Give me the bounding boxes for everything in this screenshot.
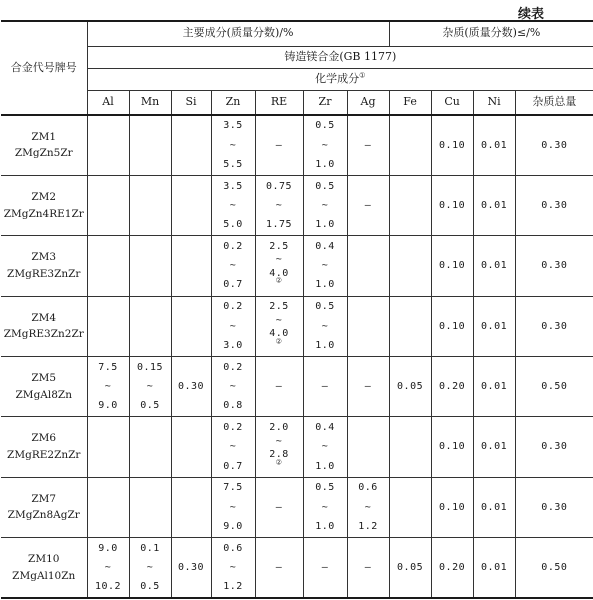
column-header: RE <box>255 90 303 115</box>
range-value: ~ <box>104 380 112 392</box>
range-value: 3.0 <box>223 339 243 351</box>
range-value: 0.8 <box>223 400 243 412</box>
range-value: 0.5 <box>315 482 335 494</box>
value-cell <box>171 115 211 175</box>
value-cell <box>211 417 255 477</box>
range-value: 0.75 <box>265 180 293 192</box>
table-row <box>1 477 593 537</box>
value-cell <box>255 236 303 296</box>
range-value: 2.8 <box>269 449 289 461</box>
value-cell <box>255 538 303 598</box>
range-value: ~ <box>229 441 237 453</box>
value-cell <box>171 417 211 477</box>
single-value: 0.30 <box>541 260 568 272</box>
table-row <box>1 175 593 235</box>
value-cell <box>473 236 515 296</box>
table-row <box>1 115 593 175</box>
value-cell <box>431 236 473 296</box>
value-cell <box>255 175 303 235</box>
range-value: 0.5 <box>315 301 335 313</box>
value-cell <box>473 115 515 175</box>
value-cell <box>255 115 303 175</box>
range-value: 0.15 <box>136 361 164 373</box>
single-value: 0.30 <box>541 320 568 332</box>
value-cell <box>87 115 129 175</box>
alloy-cell <box>1 417 87 477</box>
value-cell <box>389 477 431 537</box>
value-cell <box>211 538 255 598</box>
standard-header: 铸造镁合金(GB 1177) <box>87 46 593 68</box>
alloy-code: ZM6 <box>31 432 57 445</box>
range-value-with-note <box>269 328 289 351</box>
range-value: 10.2 <box>94 581 122 593</box>
value-cell <box>431 357 473 417</box>
single-value: 0.01 <box>481 380 508 392</box>
value-cell <box>473 538 515 598</box>
value-cell <box>303 538 347 598</box>
single-value: 0.01 <box>481 320 508 332</box>
table-row <box>1 417 593 477</box>
range-value: ~ <box>146 561 154 573</box>
range-value: ~ <box>321 260 329 272</box>
single-value: 0.10 <box>439 320 466 332</box>
range-value: 4.0 <box>269 328 289 340</box>
single-value: 0.50 <box>541 561 568 573</box>
value-cell <box>87 236 129 296</box>
single-value: 0.20 <box>439 380 466 392</box>
range-value: 0.6 <box>223 542 243 554</box>
value-cell <box>347 477 389 537</box>
single-value: 0.10 <box>439 199 466 211</box>
value-cell <box>515 538 593 598</box>
value-cell <box>347 296 389 356</box>
table-row <box>1 296 593 356</box>
range-value: 0.1 <box>140 542 160 554</box>
alloy-cell <box>1 477 87 537</box>
single-value: 0.20 <box>439 561 466 573</box>
range-value: 3.5 <box>223 180 243 192</box>
value-cell <box>431 417 473 477</box>
value-cell <box>347 175 389 235</box>
single-value: 0.10 <box>439 501 466 513</box>
value-cell <box>129 296 171 356</box>
value-cell <box>171 357 211 417</box>
alloy-grade: ZMgZn4RE1Zr <box>3 207 84 220</box>
alloy-code-header: 合金代号牌号 <box>1 21 87 115</box>
range-value: 0.6 <box>358 482 378 494</box>
range-value: 0.5 <box>140 400 160 412</box>
value-cell <box>129 115 171 175</box>
alloy-code: ZM7 <box>31 492 57 505</box>
impurities-header: 杂质(质量分数)≤/% <box>389 21 593 46</box>
range-value: 0.5 <box>315 180 335 192</box>
single-value: — <box>275 501 283 513</box>
range-value: 0.2 <box>223 301 243 313</box>
alloy-cell <box>1 175 87 235</box>
value-cell <box>515 236 593 296</box>
value-cell <box>255 296 303 356</box>
range-value: 2.5 <box>269 301 289 313</box>
value-cell <box>171 296 211 356</box>
single-value: 0.01 <box>481 199 508 211</box>
value-cell <box>473 417 515 477</box>
value-cell <box>515 477 593 537</box>
chemical-composition-label: 化学成分 <box>315 71 360 85</box>
alloy-code: ZM4 <box>31 311 57 324</box>
value-cell <box>347 357 389 417</box>
magnesium-alloy-composition-table <box>1 20 593 599</box>
range-value: ~ <box>321 441 329 453</box>
value-cell <box>303 417 347 477</box>
single-value: — <box>321 380 329 392</box>
value-cell <box>211 357 255 417</box>
main-components-header: 主要成分(质量分数)/% <box>87 21 389 46</box>
column-header: 杂质总量 <box>515 90 593 115</box>
value-cell <box>431 175 473 235</box>
table-row <box>1 236 593 296</box>
alloy-grade: ZMgZn8AgZr <box>7 509 80 522</box>
column-header: Zn <box>211 90 255 115</box>
range-value: 2.5 <box>269 240 289 252</box>
range-value: ~ <box>321 501 329 513</box>
alloy-cell <box>1 296 87 356</box>
value-cell <box>389 538 431 598</box>
value-cell <box>129 357 171 417</box>
column-header: Fe <box>389 90 431 115</box>
range-value-with-note <box>269 268 289 291</box>
alloy-code: ZM5 <box>31 371 57 384</box>
footnote-mark: ② <box>275 277 283 286</box>
value-cell <box>303 357 347 417</box>
single-value: 0.01 <box>481 501 508 513</box>
alloy-code: ZM3 <box>31 251 57 264</box>
value-cell <box>515 175 593 235</box>
column-header: Mn <box>129 90 171 115</box>
value-cell <box>303 175 347 235</box>
value-cell <box>255 477 303 537</box>
value-cell <box>211 236 255 296</box>
range-value: ~ <box>229 199 237 211</box>
value-cell <box>347 538 389 598</box>
range-value: ~ <box>229 139 237 151</box>
single-value: 0.01 <box>481 561 508 573</box>
range-value: 1.0 <box>315 279 335 291</box>
range-value: ~ <box>275 199 283 211</box>
range-value: 2.0 <box>269 422 289 434</box>
column-header: Ag <box>347 90 389 115</box>
column-header: Zr <box>303 90 347 115</box>
range-value: 1.0 <box>315 460 335 472</box>
single-value: — <box>364 139 372 151</box>
value-cell <box>347 417 389 477</box>
alloy-grade: ZMgZn5Zr <box>14 147 73 160</box>
range-value: ~ <box>364 501 372 513</box>
value-cell <box>211 477 255 537</box>
value-cell <box>211 115 255 175</box>
alloy-grade: ZMgAl10Zn <box>12 569 76 582</box>
range-value: 9.0 <box>223 520 243 532</box>
range-value: ~ <box>229 320 237 332</box>
alloy-cell <box>1 236 87 296</box>
column-header: Cu <box>431 90 473 115</box>
range-value: ~ <box>146 380 154 392</box>
value-cell <box>389 357 431 417</box>
range-value: 1.2 <box>223 581 243 593</box>
range-value: 7.5 <box>98 361 118 373</box>
value-cell <box>431 477 473 537</box>
value-cell <box>87 296 129 356</box>
range-value: 0.5 <box>315 120 335 132</box>
range-value: 0.4 <box>315 422 335 434</box>
range-value: 1.2 <box>358 520 378 532</box>
value-cell <box>303 296 347 356</box>
value-cell <box>211 296 255 356</box>
value-cell <box>389 115 431 175</box>
table-row <box>1 538 593 598</box>
value-cell <box>473 175 515 235</box>
value-cell <box>473 357 515 417</box>
value-cell <box>515 296 593 356</box>
value-cell <box>87 477 129 537</box>
value-cell <box>303 236 347 296</box>
range-value: 0.2 <box>223 361 243 373</box>
value-cell <box>303 115 347 175</box>
value-cell <box>129 477 171 537</box>
range-value: 0.2 <box>223 422 243 434</box>
alloy-grade: ZMgRE3Zn2Zr <box>3 328 84 341</box>
value-cell <box>87 538 129 598</box>
value-cell <box>347 236 389 296</box>
value-cell <box>303 477 347 537</box>
value-cell <box>171 538 211 598</box>
value-cell <box>389 175 431 235</box>
range-value: ~ <box>229 380 237 392</box>
range-value: 5.0 <box>223 219 243 231</box>
range-value: ~ <box>321 199 329 211</box>
value-cell <box>255 417 303 477</box>
alloy-cell <box>1 538 87 598</box>
single-value: 0.30 <box>541 199 568 211</box>
single-value: 0.30 <box>177 380 205 392</box>
range-value: 0.2 <box>223 240 243 252</box>
value-cell <box>347 115 389 175</box>
single-value: 0.30 <box>541 501 568 513</box>
value-cell <box>389 417 431 477</box>
value-cell <box>431 538 473 598</box>
value-cell <box>129 236 171 296</box>
value-cell <box>171 175 211 235</box>
alloy-code: ZM10 <box>28 552 60 565</box>
range-value: ~ <box>229 561 237 573</box>
single-value: — <box>364 561 372 573</box>
range-value: ~ <box>104 561 112 573</box>
range-value: ~ <box>275 314 283 326</box>
range-value: 9.0 <box>98 400 118 412</box>
range-value: ~ <box>229 501 237 513</box>
range-value: ~ <box>275 435 283 447</box>
alloy-grade: ZMgRE2ZnZr <box>7 449 81 462</box>
value-cell <box>87 417 129 477</box>
alloy-grade: ZMgRE3ZnZr <box>7 267 81 280</box>
value-cell <box>255 357 303 417</box>
value-cell <box>87 175 129 235</box>
range-value: 1.0 <box>315 339 335 351</box>
range-value: 9.0 <box>98 542 118 554</box>
range-value: 3.5 <box>223 120 243 132</box>
table-row <box>1 357 593 417</box>
range-value: 0.7 <box>223 279 243 291</box>
table-continued-caption: 续表 <box>517 7 544 22</box>
value-cell <box>515 115 593 175</box>
single-value: 0.05 <box>397 380 424 392</box>
footnote-mark: ② <box>275 337 283 346</box>
footnote-mark: ① <box>359 71 366 80</box>
value-cell <box>211 175 255 235</box>
alloy-cell <box>1 115 87 175</box>
alloy-grade: ZMgAl8Zn <box>15 388 72 401</box>
range-value: 1.0 <box>315 219 335 231</box>
range-value-with-note <box>269 449 289 472</box>
single-value: 0.10 <box>439 441 466 453</box>
value-cell <box>171 236 211 296</box>
value-cell <box>87 357 129 417</box>
range-value: ~ <box>321 320 329 332</box>
alloy-code: ZM2 <box>31 190 57 203</box>
value-cell <box>129 538 171 598</box>
range-value: 1.0 <box>315 158 335 170</box>
range-value: 4.0 <box>269 267 289 279</box>
single-value: 0.30 <box>541 441 568 453</box>
alloy-cell <box>1 357 87 417</box>
range-value: ~ <box>229 260 237 272</box>
single-value: — <box>275 380 283 392</box>
alloy-code: ZM1 <box>31 130 57 143</box>
value-cell <box>431 115 473 175</box>
single-value: 0.50 <box>541 380 568 392</box>
single-value: — <box>364 380 372 392</box>
value-cell <box>129 417 171 477</box>
value-cell <box>431 296 473 356</box>
range-value: 0.7 <box>223 460 243 472</box>
single-value: 0.30 <box>177 561 205 573</box>
column-header: Si <box>171 90 211 115</box>
value-cell <box>129 175 171 235</box>
range-value: 0.4 <box>315 240 335 252</box>
value-cell <box>473 296 515 356</box>
value-cell <box>389 296 431 356</box>
single-value: — <box>364 199 372 211</box>
range-value: 1.0 <box>315 520 335 532</box>
single-value: 0.01 <box>481 260 508 272</box>
single-value: 0.10 <box>439 139 466 151</box>
column-header: Al <box>87 90 129 115</box>
single-value: — <box>275 561 283 573</box>
chemical-composition-header <box>87 68 593 90</box>
single-value: — <box>321 561 329 573</box>
footnote-mark: ② <box>275 458 283 467</box>
range-value: 0.5 <box>140 581 160 593</box>
range-value: ~ <box>321 139 329 151</box>
single-value: — <box>275 139 283 151</box>
value-cell <box>473 477 515 537</box>
value-cell <box>515 417 593 477</box>
column-header: Ni <box>473 90 515 115</box>
single-value: 0.01 <box>481 441 508 453</box>
single-value: 0.10 <box>439 260 466 272</box>
single-value: 0.30 <box>541 139 568 151</box>
value-cell <box>389 236 431 296</box>
range-value: 1.75 <box>265 219 293 231</box>
single-value: 0.05 <box>397 561 424 573</box>
value-cell <box>171 477 211 537</box>
single-value: 0.01 <box>481 139 508 151</box>
range-value: 7.5 <box>223 482 243 494</box>
value-cell <box>515 357 593 417</box>
range-value: ~ <box>275 254 283 266</box>
range-value: 5.5 <box>223 158 243 170</box>
